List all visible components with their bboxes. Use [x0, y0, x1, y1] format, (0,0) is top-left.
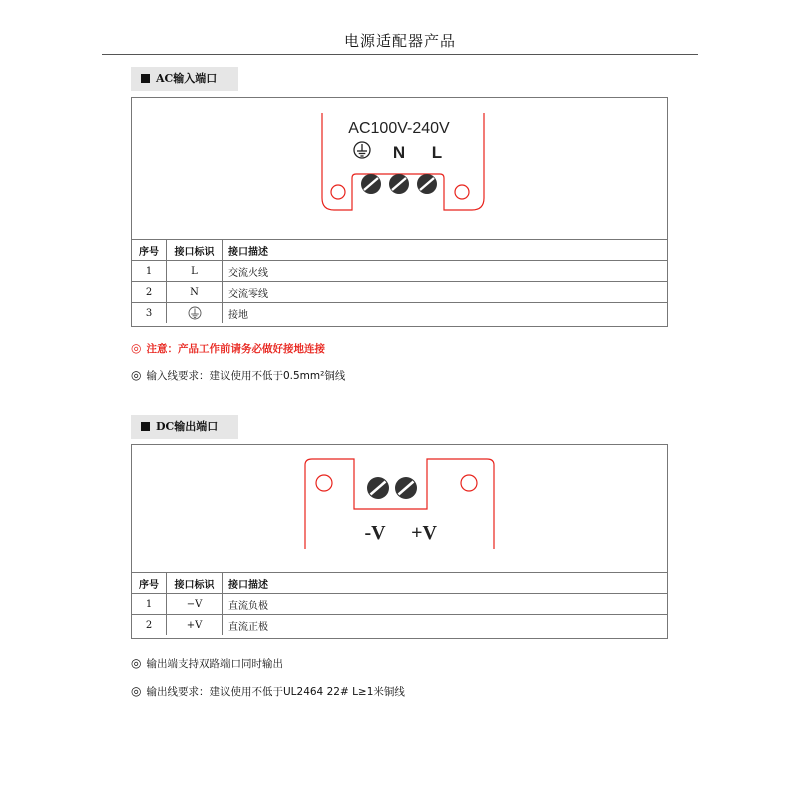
dc-section-title	[131, 415, 238, 439]
table-row	[132, 303, 667, 324]
dc-terminal-diagram	[132, 445, 667, 573]
row-desc: 交流零线	[223, 282, 668, 303]
dc-mount-hole-left	[316, 475, 332, 491]
table-header-row	[132, 240, 667, 261]
ac-voltage-label: AC100V-240V	[348, 120, 450, 137]
ac-section-title	[131, 67, 238, 91]
row-id: N	[167, 282, 223, 303]
dc-port-table	[132, 572, 667, 635]
ac-screw-terminal-l	[417, 174, 437, 194]
row-id: L	[167, 261, 223, 282]
double-circle-icon: ◎	[131, 341, 142, 355]
square-bullet-icon	[141, 422, 150, 431]
col-header-no: 序号	[132, 240, 167, 261]
ground-warning-note	[131, 341, 325, 356]
table-row	[132, 615, 667, 636]
col-header-id: 接口标识	[167, 573, 223, 594]
ac-l-label: L	[431, 143, 443, 162]
output-wire-note	[131, 684, 405, 699]
row-no: 2	[132, 282, 167, 303]
col-header-no: 序号	[132, 573, 167, 594]
ac-n-label: N	[392, 143, 406, 162]
double-circle-icon: ◎	[131, 368, 142, 382]
dc-screw-terminal-minus	[367, 477, 389, 499]
col-header-desc: 接口描述	[223, 573, 668, 594]
ac-mount-hole-left	[331, 185, 345, 199]
row-no: 1	[132, 594, 167, 615]
row-desc: 直流正极	[223, 615, 668, 636]
table-header-row	[132, 573, 667, 594]
ground-icon	[354, 142, 370, 158]
dc-panel	[131, 444, 668, 639]
row-id: +V	[167, 615, 223, 636]
table-row	[132, 261, 667, 282]
table-row	[132, 594, 667, 615]
double-circle-icon: ◎	[131, 684, 142, 698]
page-title: 电源适配器产品	[343, 32, 456, 50]
ac-screw-terminal-n	[389, 174, 409, 194]
ac-screw-terminal-ground	[361, 174, 381, 194]
input-wire-note	[131, 368, 345, 383]
row-no: 2	[132, 615, 167, 636]
double-circle-icon: ◎	[131, 656, 142, 670]
ground-warning-text: 注意：产品工作前请务必做好接地连接	[146, 343, 325, 355]
table-row	[132, 282, 667, 303]
row-id	[167, 303, 223, 324]
dc-mount-hole-right	[461, 475, 477, 491]
ground-icon	[188, 306, 202, 320]
dc-minus-label: -V	[364, 522, 386, 544]
row-no: 1	[132, 261, 167, 282]
ac-panel	[131, 97, 668, 327]
ac-mount-hole-right	[455, 185, 469, 199]
row-no: 3	[132, 303, 167, 324]
header-divider	[102, 54, 698, 55]
col-header-desc: 接口描述	[223, 240, 668, 261]
square-bullet-icon	[141, 74, 150, 83]
dc-screw-terminal-plus	[395, 477, 417, 499]
output-wire-text: 输出线要求：建议使用不低于UL2464 22# L≥1米铜线	[146, 686, 405, 698]
dc-section-title-text: DC输出端口	[156, 420, 219, 433]
dc-terminal-outline	[305, 459, 494, 549]
ac-terminal-diagram	[132, 98, 667, 240]
row-desc: 接地	[223, 303, 668, 324]
col-header-id: 接口标识	[167, 240, 223, 261]
row-id: −V	[167, 594, 223, 615]
row-desc: 交流火线	[223, 261, 668, 282]
ac-section-title-text: AC输入端口	[156, 72, 218, 85]
dc-plus-label: +V	[411, 522, 437, 544]
ac-port-table	[132, 239, 667, 323]
dual-output-note	[131, 656, 283, 671]
dual-output-text: 输出端支持双路端口同时输出	[146, 658, 283, 670]
row-desc: 直流负极	[223, 594, 668, 615]
input-wire-text: 输入线要求：建议使用不低于0.5mm²铜线	[146, 370, 346, 382]
